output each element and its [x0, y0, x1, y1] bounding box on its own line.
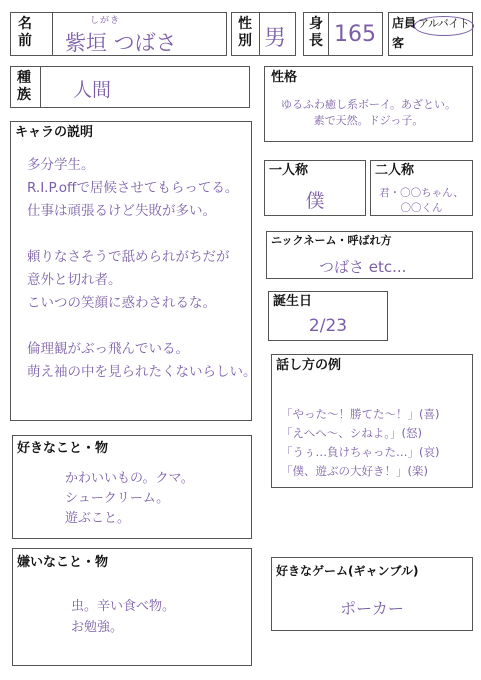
staff-box [388, 12, 473, 56]
first-person-label: 一人称 [269, 163, 309, 178]
gender-label-bottom: 別 [238, 33, 252, 49]
first-person-value: 僕 [305, 190, 325, 212]
gender-divider [259, 13, 260, 55]
description-lines [27, 154, 257, 384]
likes-line: シュークリーム。 [65, 491, 170, 506]
likes-box [12, 435, 252, 539]
second-person-line: 〇〇くん [400, 202, 443, 214]
description-line: 意外と切れ者。 [27, 272, 122, 288]
second-person-label: 二人称 [375, 163, 415, 178]
description-line: 仕事は頑張るけど失敗が多い。 [27, 203, 216, 219]
height-divider [328, 13, 329, 55]
likes-lines [65, 469, 194, 529]
description-line: 多分学生。 [27, 157, 95, 173]
personality-box [264, 66, 473, 142]
personality-lines [265, 97, 472, 129]
height-label [308, 16, 324, 50]
description-box [10, 121, 257, 421]
speech-line: 「えへへ〜、シねよ。」(怒) [281, 426, 422, 440]
second-person-line: 君・〇〇ちゃん、 [379, 187, 464, 199]
gender-value: 男 [264, 26, 287, 51]
nickname-box [266, 231, 473, 279]
name-value: 紫垣 つばさ [65, 31, 177, 55]
height-box [303, 12, 383, 56]
name-label [17, 16, 33, 50]
name-ruby: しがき [90, 16, 121, 26]
description-line: R.I.P.offで居候させてもらってる。 [27, 180, 239, 196]
gender-box [231, 12, 296, 56]
staff-label-bottom: 客 [392, 36, 405, 50]
species-label [16, 70, 32, 104]
speech-line: 「やった〜！勝てた〜！」(喜) [281, 407, 440, 421]
likes-line: 遊ぶこと。 [65, 511, 131, 526]
species-box [10, 66, 250, 108]
dislikes-lines [71, 596, 175, 638]
birthday-value: 2/23 [308, 316, 348, 336]
speech-box [271, 354, 473, 488]
dislikes-box [12, 548, 252, 666]
speech-line: 「僕、遊ぶの大好き！」(楽) [281, 464, 428, 478]
likes-line: かわいいもの。クマ。 [65, 471, 194, 486]
game-box [271, 557, 473, 631]
birthday-label: 誕生日 [273, 294, 313, 309]
speech-lines [281, 405, 439, 481]
species-label-top: 種 [17, 70, 31, 86]
description-line: 倫理観がぶっ飛んでいる。 [27, 341, 189, 357]
speech-line: 「うぅ…負けちゃった…」(哀) [281, 445, 440, 459]
species-divider [40, 67, 41, 107]
height-label-top: 身 [309, 16, 323, 32]
first-person-box [264, 160, 366, 216]
second-person-box [370, 160, 473, 216]
personality-line: ゆるふわ癒し系ボーイ。あざとい。 [280, 98, 456, 111]
dislikes-line: 虫。辛い食べ物。 [71, 599, 176, 614]
height-label-bottom: 長 [309, 33, 323, 49]
gender-label [237, 16, 253, 50]
game-label: 好きなゲーム(ギャンブル) [276, 564, 419, 578]
dislikes-line: お勉強。 [71, 620, 124, 635]
description-label: キャラの説明 [15, 125, 94, 140]
description-line: 頼りなさそうで舐められがちだが [27, 249, 230, 265]
personality-label: 性格 [271, 70, 298, 85]
description-line [27, 223, 257, 246]
name-label-top: 名 [18, 16, 32, 32]
description-line: こいつの笑顔に惑わされるな。 [27, 295, 216, 311]
description-line: 萌え袖の中を見られたくないらしい。 [27, 364, 257, 380]
dislikes-label: 嫌いなこと・物 [17, 555, 109, 570]
height-value: 165 [334, 22, 376, 47]
description-line [27, 315, 257, 338]
gender-label-top: 性 [238, 16, 252, 32]
name-box [10, 12, 227, 56]
staff-label-top: 店員 [392, 16, 417, 30]
species-value: 人間 [73, 79, 112, 101]
staff-circled-label: アルバイト [418, 17, 470, 30]
birthday-box [268, 291, 388, 341]
name-divider [52, 13, 53, 55]
game-value: ポーカー [340, 599, 404, 618]
name-label-bottom: 前 [18, 33, 32, 49]
species-label-bottom: 族 [17, 87, 31, 103]
nickname-label: ニックネーム・呼ばれ方 [271, 234, 392, 247]
second-person-lines [371, 186, 472, 216]
likes-label: 好きなこと・物 [17, 441, 109, 456]
nickname-value: つばさ etc... [319, 258, 407, 276]
personality-line: 素で天然。ドジっ子。 [313, 114, 424, 127]
speech-label: 話し方の例 [276, 358, 342, 373]
